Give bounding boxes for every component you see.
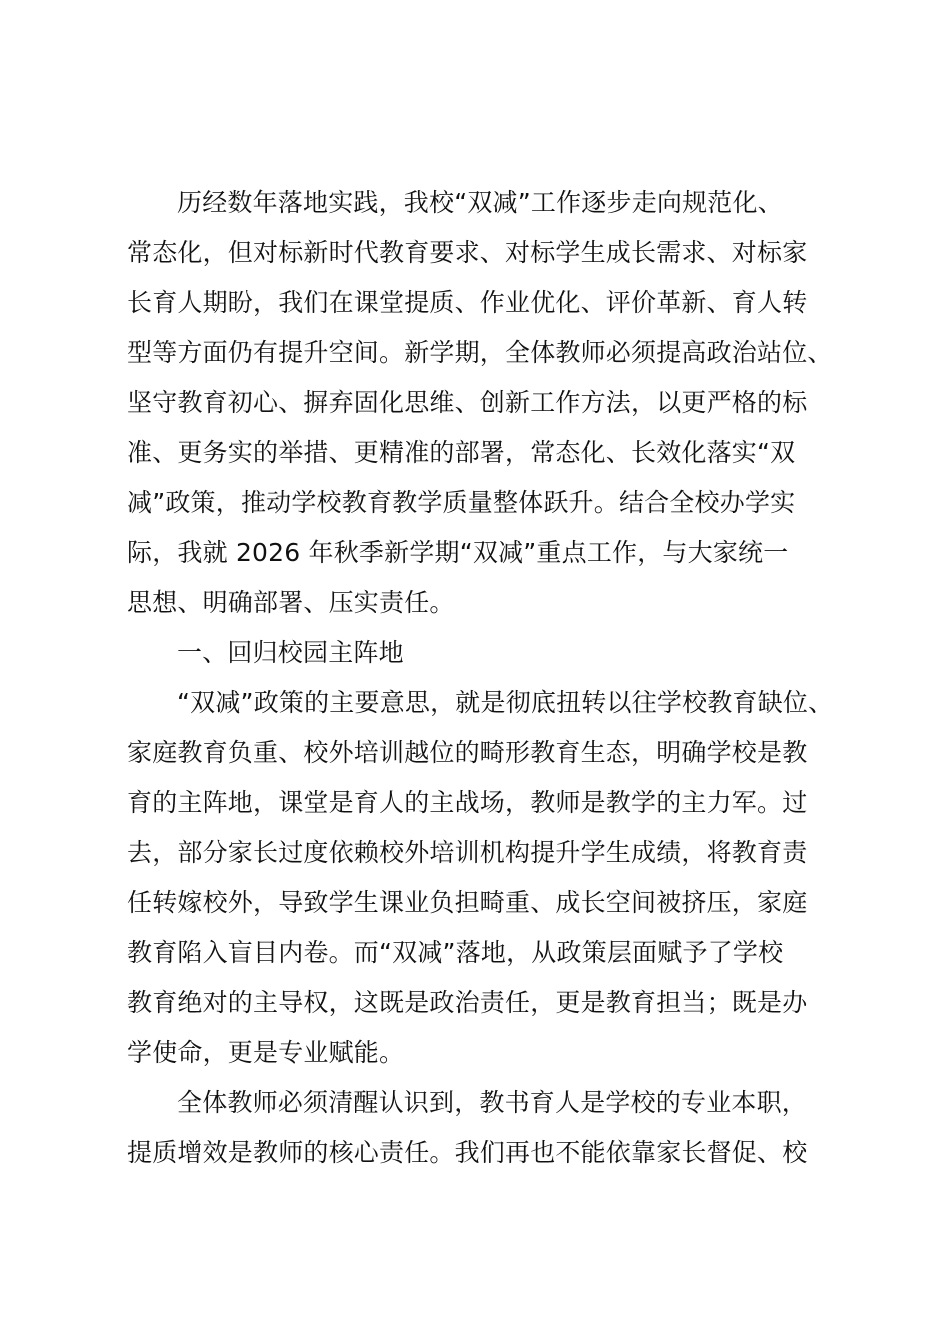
paragraph-2-line-1: “双减”政策的主要意思，就是彻底扭转以往学校教育缺位、 <box>177 688 834 717</box>
paragraph-1-line-9: 思想、明确部署、压实责任。 <box>127 588 455 617</box>
paragraph-1-line-7: 减”政策，推动学校教育教学质量整体跃升。结合全校办学实 <box>127 488 796 517</box>
paragraph-2-line-3: 育的主阵地，课堂是育人的主战场，教师是教学的主力军。过 <box>127 788 808 817</box>
paragraph-1-line-6: 准、更务实的举措、更精准的部署，常态化、长效化落实“双 <box>127 438 796 467</box>
paragraph-1-line-1: 历经数年落地实践，我校“双减”工作逐步走向规范化、 <box>177 188 783 217</box>
paragraph-3-line-1: 全体教师必须清醒认识到，教书育人是学校的专业本职， <box>177 1088 808 1117</box>
paragraph-2-line-7: 教育绝对的主导权，这既是政治责任，更是教育担当；既是办 <box>127 988 808 1017</box>
paragraph-2-line-8: 学使命，更是专业赋能。 <box>127 1038 405 1067</box>
paragraph-2-line-2: 家庭教育负重、校外培训越位的畸形教育生态，明确学校是教 <box>127 738 808 767</box>
paragraph-2-line-6: 教育陷入盲目内卷。而“双减”落地，从政策层面赋予了学校 <box>127 938 784 967</box>
paragraph-2-line-4: 去，部分家长过度依赖校外培训机构提升学生成绩，将教育责 <box>127 838 808 867</box>
section-heading: 一、回归校园主阵地 <box>177 638 404 667</box>
paragraph-3-line-2: 提质增效是教师的核心责任。我们再也不能依靠家长督促、校 <box>127 1138 808 1167</box>
paragraph-1-line-8: 际，我就 2026 年秋季新学期“双减”重点工作，与大家统一 <box>127 538 789 567</box>
paragraph-1-line-2: 常态化，但对标新时代教育要求、对标学生成长需求、对标家 <box>127 238 808 267</box>
paragraph-2-line-5: 任转嫁校外，导致学生课业负担畸重、成长空间被挤压，家庭 <box>127 888 808 917</box>
paragraph-1-line-3: 长育人期盼，我们在课堂提质、作业优化、评价革新、育人转 <box>127 288 808 317</box>
paragraph-1-line-5: 坚守教育初心、摒弃固化思维、创新工作方法，以更严格的标 <box>127 388 808 417</box>
paragraph-1-line-4: 型等方面仍有提升空间。新学期，全体教师必须提高政治站位、 <box>127 338 833 367</box>
